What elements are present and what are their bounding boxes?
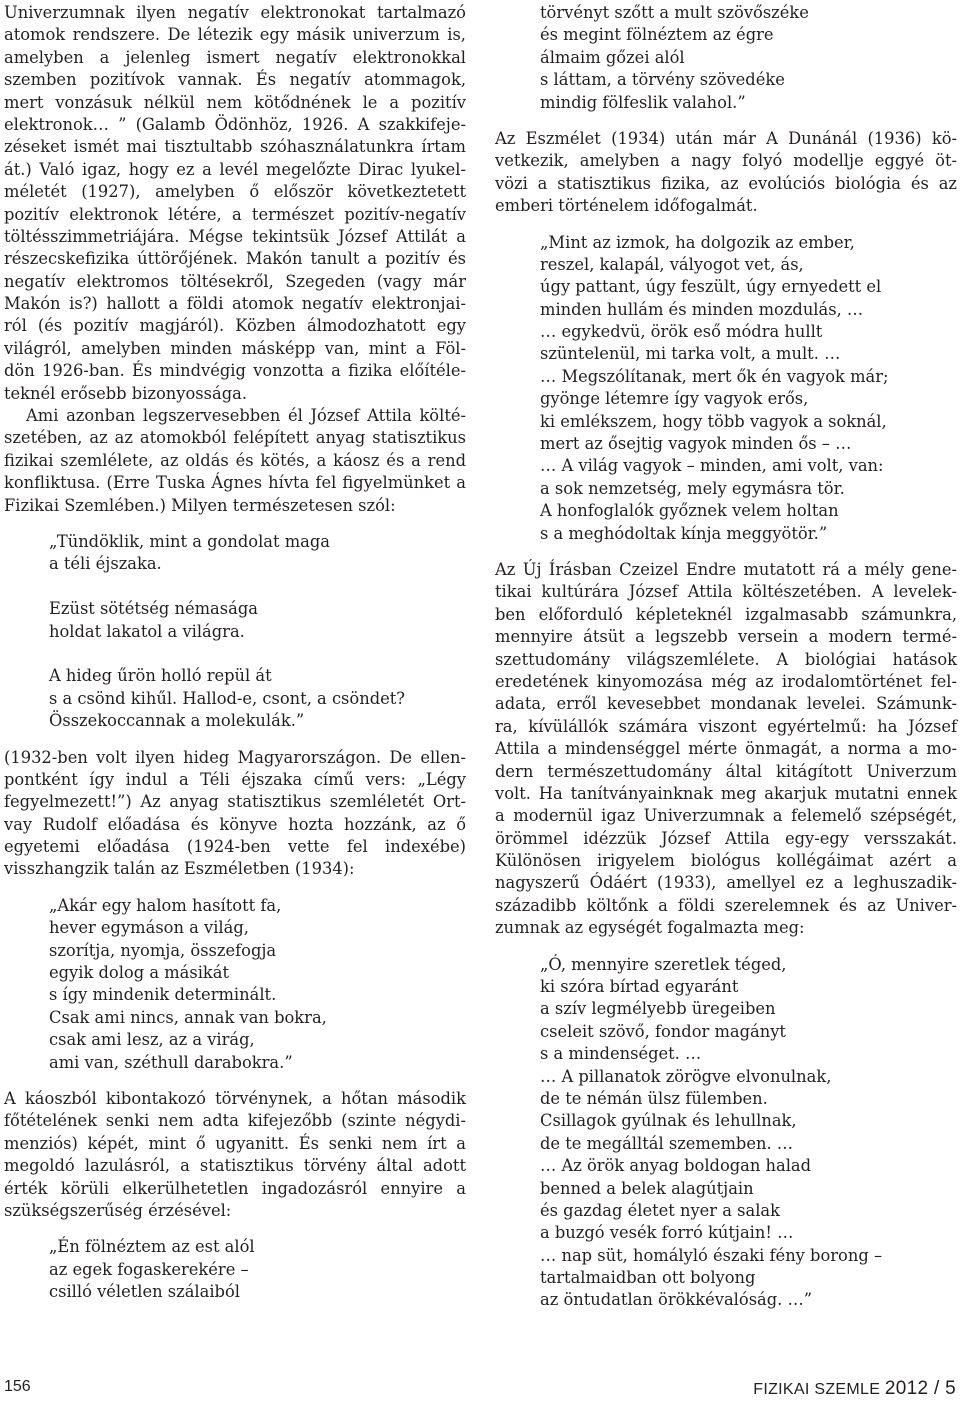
verse-line: szüntelenül, mi tarka volt, a mult. … [540,344,841,364]
verse-line: … A pillanatok zörögve elvonulnak, [540,1066,832,1086]
verse-line: reszel, kalapál, vályogot vet, ás, [540,254,804,274]
text-line: pozitív elektronok létére, a természet pozitív-negatív [4,204,466,224]
journal-issue [753,1378,956,1400]
text-line: fegyelmezett!”) Az anyag statisztikus szemléletét Ort- [4,792,466,812]
text-line: világról, amelyben minden másképp van, mint a Föl- [4,338,466,358]
text-line: töltésszimmetriájára. Mégse tekintsük József Attilát a [4,226,466,246]
poem-eszmelet [4,895,466,1074]
text-line: emberi történelem időfogalmát. [495,196,758,216]
text-line: adata, erről kevesebbet mondanak levelei. Számunk- [495,694,957,714]
text-line: zéseket ismét mai tisztultabb szóhasználatunkra írtam [4,137,466,157]
text-line: egyetemi előadása (1924-ben vette fel indexébe) [4,837,466,857]
text-line: Az Új Írásban Czeizel Endre mutatott rá a mély gene- [495,559,957,579]
paragraph-5 [495,128,957,218]
text-line: dern természettudomány által kitágított Univerzum [495,761,957,781]
verse-line: A honfoglalók győznek velem holtan [540,501,839,521]
poem-oda [495,954,957,1312]
text-line: Attila a mindenséggel mérte önmagát, a norma a mo- [495,739,957,759]
text-line: nagyszerű Ódáért (1933), amellyel ez a leghuszadik- [495,873,957,893]
text-line: Univerzumnak ilyen negatív elektronokat tartalmazó [4,3,466,22]
text-line: ra, kívülállók számára viszont egyértelmű: ha József [495,716,957,736]
verse-line: „Tündöklik, mint a gondolat maga [49,531,330,551]
paragraph-2 [4,405,466,517]
verse-line: s a csönd kihűl. Hallod-e, csont, a csöndet? [49,688,406,708]
text-line: tikai kultúrára József Attila költészetében. A levelek- [495,582,957,602]
right-column [495,2,957,1312]
text-line: Különösen irigyelem biológus kollégáimat azért a [495,851,957,871]
text-line: menziós) képét, mint ő ugyanitt. És senki nem írt a [4,1133,466,1153]
text-line: Fizikai Szemlében.) Milyen természetesen szól: [4,495,396,515]
text-line: vetkezik, amelyben a nagy folyó modellje eggyé öt- [495,151,957,171]
verse-line: Ezüst sötétség némasága [49,599,258,619]
verse-line: csak ami lesz, az a virág, [49,1030,255,1050]
verse-line: a buzgó vesék forró kútjain! … [540,1223,794,1243]
text-line: örömmel idézzük József Attila egy-egy versszakát. [495,828,957,848]
verse-line: de te némán ülsz fülemben. [540,1088,768,1108]
verse-line: A hideg űrön holló repül át [49,666,272,686]
text-line: Makón is?) hallott a földi atomok negatív elektronjai- [4,294,466,314]
text-line: vay Rudolf előadása és könyve hozta hozzánk, az ő [4,814,466,834]
text-line: amelyben a jelenleg ismert negatív elektronokkal [4,47,466,67]
text-line: eredetének kinyomozása még az irodalomtörténet fel- [495,671,957,691]
text-line: szemben pozitívok vannak. És negatív atommagok, [4,70,466,90]
issue-number: 2012 / 5 [884,1378,956,1399]
text-line: méletét (1927), amelyben ő először következtetett [4,182,466,202]
verse-line: az egek fogaskerekére – [49,1259,249,1279]
verse-line: s a mindenséget. … [540,1044,702,1064]
verse-line: s a meghódoltak kínja meggyötör.” [540,523,828,543]
verse-line: de te megálltál szememben. … [540,1133,794,1153]
text-line: mennyire átsüt a legszebb versein a modern termé- [495,627,957,647]
verse-line: cseleit szövő, fondor magányt [540,1021,786,1041]
verse-line: benned a belek alagútjain [540,1178,754,1198]
text-line: A káoszból kibontakozó törvénynek, a hőtan második [4,1088,466,1108]
verse-line: s láttam, a törvény szövedéke [540,70,785,90]
verse-line: csilló véletlen szálaiból [49,1282,240,1302]
verse-line: törvényt szőtt a mult szövőszéke [540,3,809,22]
verse-line: … A világ vagyok – minden, ami volt, van: [540,456,884,476]
poem-teli-ejszaka-stanza-1 [4,531,466,576]
text-line: dön 1926-ban. És mindvégig vonzotta a fizika előítéle- [4,361,466,381]
verse-line: Csak ami nincs, annak van bokra, [49,1007,327,1027]
verse-line: mindig fölfeslik valahol.” [540,92,746,112]
verse-line: a sok nemzetség, mely egymásra tör. [540,478,845,498]
verse-line: gyönge létemre így vagyok erős, [540,389,809,409]
text-line: mert vonzásuk nélkül nem kötődnének le a pozitív [4,92,466,112]
text-line: konfliktusa. (Erre Tuska Ágnes hívta fel figyelmünket a [4,473,466,493]
verse-line: mert az ősejtig vagyok minden ős – … [540,434,852,454]
text-line: visszhangzik talán az Eszméletben (1934): [4,859,355,879]
verse-line: a szív legmélyebb üregeiben [540,999,776,1019]
verse-line: „Akár egy halom hasított fa, [49,895,282,915]
poem-a-dunanal [495,232,957,545]
verse-line: hever egymáson a világ, [49,918,249,938]
text-line: a modernül igaz Univerzumnak a felemelő szépségét, [495,806,957,826]
text-line: szükségszerűség érzésével: [4,1200,232,1220]
text-line: Ami azonban legszervesebben él József Attila költé- [26,406,466,426]
verse-line: Csillagok gyúlnak és lehullnak, [540,1111,797,1131]
verse-line: és gazdag életet nyer a salak [540,1200,780,1220]
page-number: 156 [4,1378,31,1395]
verse-line: szorítja, nyomja, összefogja [49,940,277,960]
poem-eszmelet-2 [4,1236,466,1303]
text-line: főtételének senki nem adta kifejezőbb (szinte négydi- [4,1111,466,1131]
poem-eszmelet-2-continued [495,2,957,114]
text-line: zumnak az egységét fogalmazta meg: [495,918,805,938]
text-line: (1932-ben volt ilyen hideg Magyarországon. De ellen- [4,747,466,767]
text-line: érték körüli elkerülhetetlen ingadozásról ennyire a [4,1178,466,1198]
verse-line: álmaim gőzei alól [540,47,685,67]
verse-line: holdat lakatol a világra. [49,621,245,641]
text-line: szettudomány világszemlélete. A biológiai hatások [495,649,957,669]
verse-line: minden hullám és minden mozdulás, … [540,299,864,319]
text-line: fizikai szemlélete, az oldás és kötés, a káosz és a rend [4,450,466,470]
verse-line: … nap süt, homályló északi fény borong – [540,1245,883,1265]
paragraph-1 [4,2,466,405]
verse-line: és megint fölnéztem az égre [540,25,774,45]
verse-line: ki emlékszem, hogy több vagyok a soknál, [540,411,887,431]
verse-line: s így mindenik determinált. [49,985,277,1005]
verse-line: ki szóra bírtad egyaránt [540,977,739,997]
text-line: vözi a statisztikus fizika, az evolúciós biológia és az [495,173,957,193]
verse-line: Összekoccannak a molekulák.” [49,711,305,731]
text-line: Az Eszmélet (1934) után már A Dunánál (1936) kö- [495,128,957,148]
verse-line: „Én fölnéztem az est alól [49,1237,255,1257]
verse-line: „Ó, mennyire szeretlek téged, [540,954,787,974]
text-line: pontként így indul a Téli éjszaka című vers: „Légy [4,769,466,789]
left-column [4,2,466,1303]
verse-line: … egykedvü, örök eső módra hullt [540,322,823,342]
text-line: elektronok… ” (Galamb Ödönhöz, 1926. A szakkifeje- [4,114,466,134]
text-line: századibb költőnk a földi szerelemnek és az Univer- [495,895,957,915]
verse-line: … Megszólítanak, mert ők én vagyok már; [540,366,889,386]
text-line: részecskefizika úttörőjének. Makón tanult a pozitív és [4,249,466,269]
verse-line: egyik dolog a másikát [49,963,230,983]
text-line: ben előforduló képleteknél izgalmasabb számunkra, [495,604,957,624]
poem-teli-ejszaka-stanza-2 [4,598,466,643]
journal-name: FIZIKAI SZEMLE [753,1381,881,1398]
verse-line: az öntudatlan örökkévalóság. …” [540,1290,813,1310]
verse-line: „Mint az izmok, ha dolgozik az ember, [540,232,855,252]
page-footer [4,1378,956,1400]
verse-line: tartalmaidban ott bolyong [540,1268,756,1288]
verse-line: úgy pattant, úgy feszült, úgy ernyedett el [540,277,882,297]
verse-line: ami van, széthull darabokra.” [49,1052,293,1072]
text-line: ról (és pozitív magjáról). Közben álmodozhatott egy [4,316,466,336]
text-line: atomok rendszere. De létezik egy másik univerzum is, [4,25,466,45]
verse-line: … Az örök anyag boldogan halad [540,1156,812,1176]
text-line: negatív elektromos töltésekről, Szegeden (vagy már [4,271,466,291]
verse-line: a téli éjszaka. [49,554,162,574]
text-line: szetében, az az atomokból felépített anyag statisztikus [4,428,466,448]
text-line: teknél erősebb bizonyossága. [4,383,247,403]
text-line: volt. Ha tanítványainknak meg akarjuk mutatni ennek [495,783,957,803]
poem-teli-ejszaka-stanza-3 [4,665,466,732]
text-line: át.) Való igaz, hogy ez a levél megelőzte Dirac lyukel- [4,159,466,179]
paragraph-4 [4,1088,466,1222]
text-line: megoldó lazulásról, a statisztikus törvény által adott [4,1156,466,1176]
paragraph-6 [495,559,957,940]
paragraph-3 [4,747,466,881]
